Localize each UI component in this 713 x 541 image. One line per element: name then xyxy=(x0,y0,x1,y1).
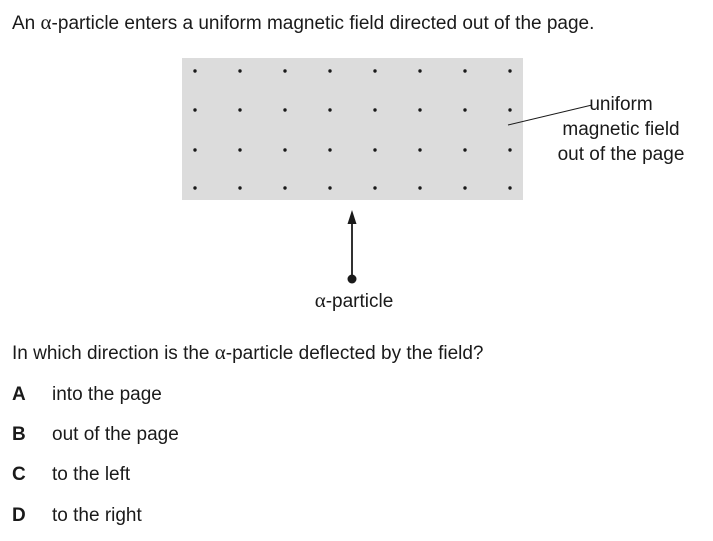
question-intro-suffix: -particle enters a uniform magnetic field directed out of the page. xyxy=(51,13,595,34)
field-dot xyxy=(238,186,241,189)
option-text: to the left xyxy=(52,464,131,485)
field-dot xyxy=(193,69,196,72)
option-c[interactable] xyxy=(12,464,130,486)
field-dot xyxy=(238,108,241,111)
field-dot xyxy=(283,108,286,111)
field-dot xyxy=(328,148,331,151)
option-b[interactable] xyxy=(12,424,179,446)
field-dot xyxy=(373,108,376,111)
field-dot xyxy=(328,186,331,189)
question-main-suffix: -particle deflected by the field? xyxy=(225,343,484,364)
field-label-line: uniform xyxy=(589,94,653,115)
field-dot xyxy=(508,186,511,189)
field-dot xyxy=(418,69,421,72)
option-letter: B xyxy=(12,424,26,445)
alpha-symbol: α xyxy=(314,288,326,312)
field-dot xyxy=(463,108,466,111)
alpha-symbol: α xyxy=(40,10,52,34)
field-dot xyxy=(418,186,421,189)
field-dot xyxy=(193,108,196,111)
question-text xyxy=(12,340,484,365)
field-dot xyxy=(463,186,466,189)
field-dot xyxy=(283,186,286,189)
alpha-particle-dot xyxy=(348,275,357,284)
particle-arrow-head xyxy=(348,210,357,224)
field-dot xyxy=(508,69,511,72)
question-intro-prefix: An xyxy=(12,13,41,34)
option-letter: A xyxy=(12,384,26,405)
field-dot xyxy=(238,69,241,72)
option-a[interactable] xyxy=(12,384,162,406)
field-dot xyxy=(193,186,196,189)
field-dot xyxy=(508,108,511,111)
field-dot xyxy=(508,148,511,151)
option-letter: D xyxy=(12,505,26,526)
field-dot xyxy=(418,108,421,111)
magnetic-field-region xyxy=(182,58,523,200)
field-dot xyxy=(373,148,376,151)
field-dot xyxy=(373,69,376,72)
field-dot xyxy=(283,148,286,151)
option-text: into the page xyxy=(52,384,162,405)
particle-label xyxy=(300,288,408,313)
field-label-line: out of the page xyxy=(557,144,685,165)
field-dot xyxy=(463,148,466,151)
particle-label-suffix: -particle xyxy=(325,291,394,312)
field-dot xyxy=(418,148,421,151)
alpha-symbol: α xyxy=(214,340,226,364)
field-label xyxy=(546,92,696,167)
option-letter: C xyxy=(12,464,26,485)
field-label-line: magnetic field xyxy=(562,119,680,140)
option-d[interactable] xyxy=(12,505,142,527)
field-dot xyxy=(463,69,466,72)
field-dot xyxy=(328,69,331,72)
option-text: out of the page xyxy=(52,424,179,445)
field-dot xyxy=(283,69,286,72)
question-main-prefix: In which direction is the xyxy=(12,343,215,364)
option-text: to the right xyxy=(52,505,142,526)
field-dot xyxy=(238,148,241,151)
field-dot xyxy=(328,108,331,111)
field-dot xyxy=(373,186,376,189)
field-dot xyxy=(193,148,196,151)
